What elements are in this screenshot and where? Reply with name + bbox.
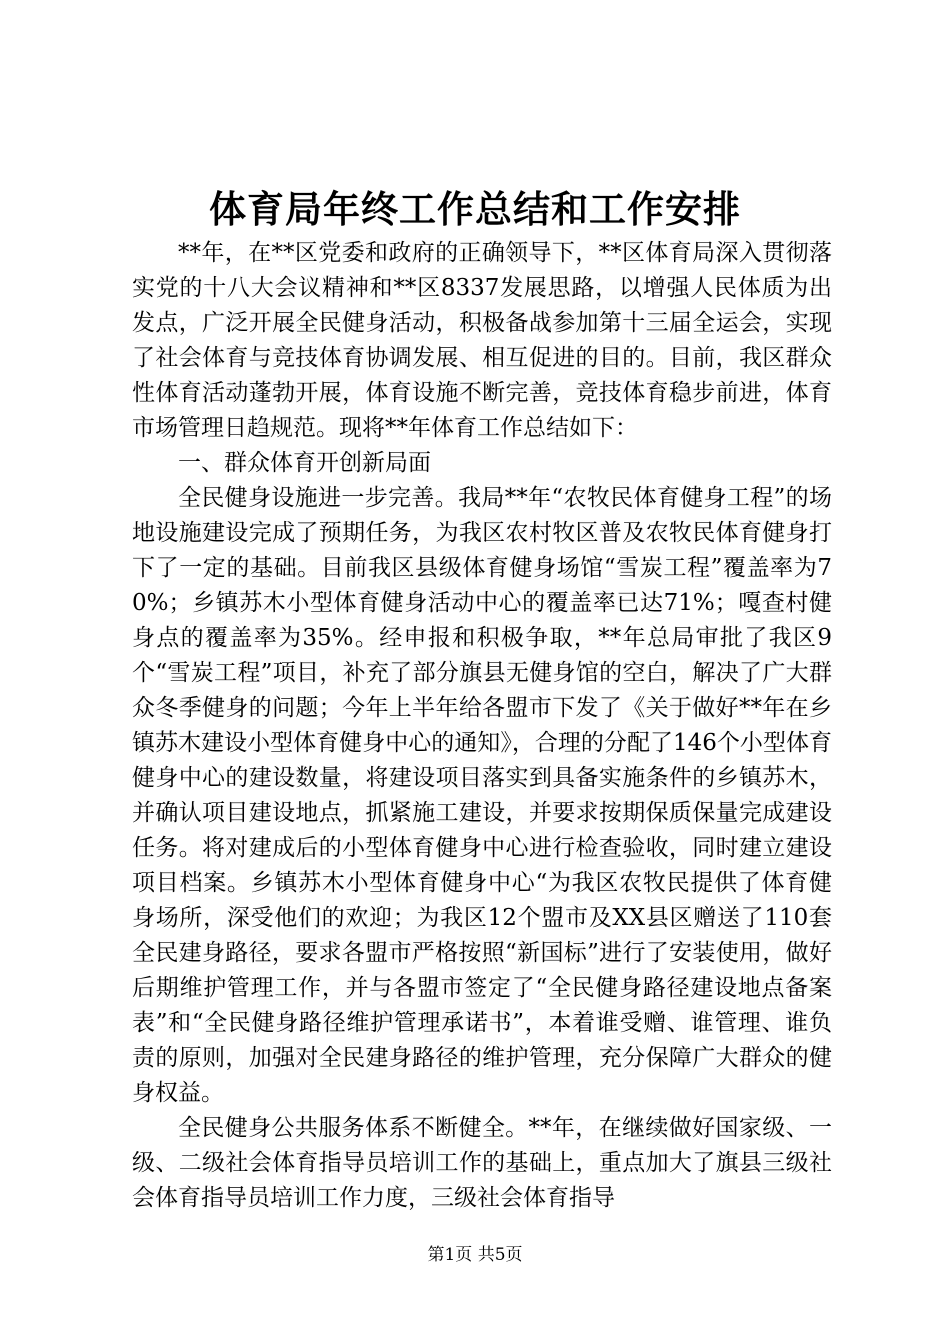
document-body: [132, 236, 832, 1216]
paragraph-intro: **年，在**区党委和政府的正确领导下，**区体育局深入贯彻落实党的十八大会议精神和**区8337发展思路，以增强人民体质为出发点，广泛开展全民健身活动，积极备战参加第十三届全运会，实现了社会体育与竞技体育协调发展、相互促进的目的。目前，我区群众性体育活动蓬勃开展，体育设施不断完善，竞技体育稳步前进，体育市场管理日趋规范。现将**年体育工作总结如下：: [132, 240, 832, 441]
section-heading-mass-sports: 一、群众体育开创新局面: [178, 450, 431, 476]
page-footer: 第1页 共5页: [427, 1245, 523, 1265]
paragraph-public-service: 全民健身公共服务体系不断健全。**年，在继续做好国家级、一级、二级社会体育指导员培训工作的基础上，重点加大了旗县三级社会体育指导员培训工作力度，三级社会体育指导: [132, 1115, 832, 1211]
document-title: 体育局年终工作总结和工作安排: [209, 187, 741, 231]
paragraph-fitness-facilities: 全民健身设施进一步完善。我局**年“农牧民体育健身工程”的场地设施建设完成了预期任务，为我区农村牧区普及农牧民体育健身打下了一定的基础。目前我区县级体育健身场馆“雪炭工程”覆盖率为70%；乡镇苏木小型体育健身活动中心的覆盖率已达71%；嘎查村健身点的覆盖率为35%。经申报和积极争取，**年总局审批了我区9个“雪炭工程”项目，补充了部分旗县无健身馆的空白，解决了广大群众冬季健身的问题；今年上半年给各盟市下发了《关于做好**年在乡镇苏木建设小型体育健身中心的通知》，合理的分配了146个小型体育健身中心的建设数量，将建设项目落实到具备实施条件的乡镇苏木，并确认项目建设地点，抓紧施工建设，并要求按期保质保量完成建设任务。将对建成后的小型体育健身中心进行检查验收，同时建立建设项目档案。乡镇苏木小型体育健身中心“为我区农牧民提供了体育健身场所，深受他们的欢迎；为我区12个盟市及XX县区赠送了110套全民建身路径，要求各盟市严格按照“新国标”进行了安装使用，做好后期维护管理工作，并与各盟市签定了“全民健身路径建设地点备案表”和“全民健身路径维护管理承诺书”，本着谁受赠、谁管理、谁负责的原则，加强对全民建身路径的维护管理，充分保障广大群众的健身权益。: [132, 485, 832, 1106]
